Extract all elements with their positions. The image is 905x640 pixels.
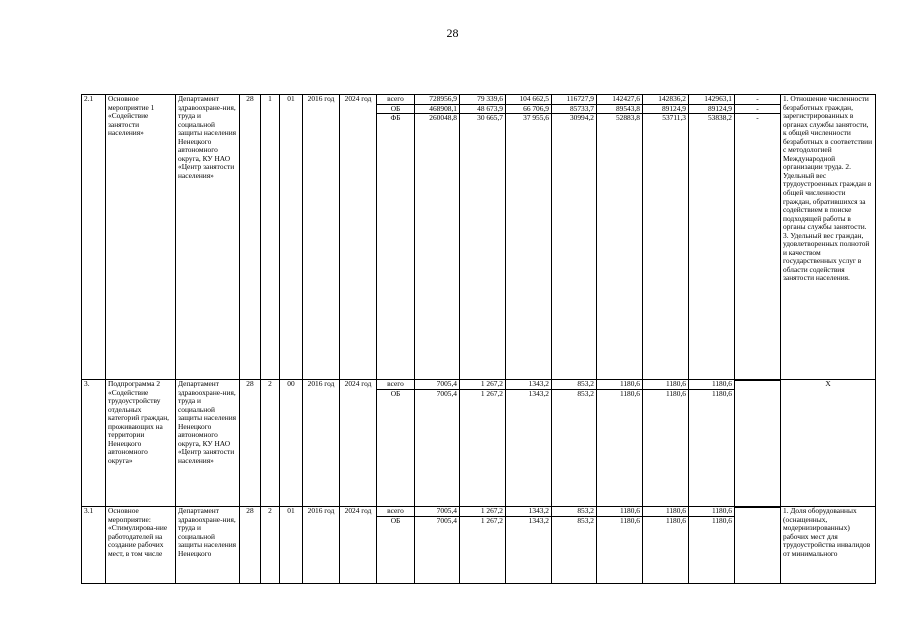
amount-2019 [506,95,552,380]
funding-source-value: всего [387,94,404,103]
amount-2018-value: 1 267,2 [460,516,505,526]
amount-extra [735,380,781,507]
code-program: 2 [261,380,280,507]
amount-2023-value: 1180,6 [689,516,734,526]
amount-extra-value [735,380,780,381]
code-measure: 00 [280,380,303,507]
table-row [82,380,876,507]
row-number: 3. [82,380,106,507]
amount-2019 [506,507,552,584]
amount-2018 [460,380,506,507]
amount-2021-value: 1180,6 [597,389,642,399]
amount-2019-value: 1343,2 [528,506,549,515]
start-year: 2016 год [303,95,340,380]
amount-2018 [460,507,506,584]
amount-2020 [552,507,597,584]
amount-extra-value: - [735,104,780,114]
amount-2021-value: 89543,8 [597,104,642,114]
end-year: 2024 год [340,507,377,584]
amount-2020-value: 853,2 [552,389,596,399]
amount-extra-value: - [756,94,759,103]
amount-2021-value: 52883,8 [597,113,642,123]
amount-extra-value: - [735,113,780,123]
total-amount-value: 7005,4 [415,389,459,399]
table-row [82,507,876,584]
amount-2020-value: 853,2 [577,379,594,388]
total-amount-value: 7005,4 [415,516,459,526]
amount-2018-value: 1 267,2 [480,379,503,388]
amount-2020 [552,380,597,507]
amount-2018-value: 1 267,2 [460,389,505,399]
amount-2021-value: 142427,6 [612,94,640,103]
table-row [82,95,876,380]
measure-name: Основное мероприятие: «Стимулирова-ние работодателей на создание рабочих мест, в том числе [106,507,176,584]
amount-2023-value: 1180,6 [711,506,732,515]
amount-2023 [689,380,735,507]
amount-2020-value: 853,2 [577,506,594,515]
amount-2018 [460,95,506,380]
amount-2022-value: 89124,9 [643,104,688,114]
indicators: 1. Доля оборудованных (оснащенных, модернизированных) рабочих мест для трудоустройства инвалидов от минимального [781,507,876,584]
amount-2021-value: 1180,6 [619,506,640,515]
funding-source-value: ОБ [377,104,414,114]
page-number: 28 [446,26,459,40]
code-ministry: 28 [240,380,261,507]
code-measure: 01 [280,507,303,584]
end-year: 2024 год [340,380,377,507]
funding-source-value: ФБ [377,113,414,123]
amount-2023-value: 1180,6 [689,389,734,399]
amount-2022-value: 1180,6 [643,516,688,526]
program-table [81,94,876,584]
amount-2022-value: 1180,6 [665,379,686,388]
amount-2018-value: 79 339,6 [477,94,503,103]
code-program: 1 [261,95,280,380]
row-number: 2.1 [82,95,106,380]
amount-2021 [597,380,643,507]
code-ministry: 28 [240,507,261,584]
total-amount-value: 468908,1 [415,104,459,114]
measure-name: Подпрограмма 2 «Содействие трудоустройству отдельных категорий граждан, проживающих на территории Ненецкого автономного округа» [106,380,176,507]
executor: Департамент здравоохране-ния, труда и социальной защиты населения Ненецкого автономного округа, КУ НАО «Центр занятости населения» [176,95,240,380]
amount-2019-value: 1343,2 [528,379,549,388]
funding-source [377,380,415,507]
measure-name: Основное мероприятие 1 «Содействие занятости населения» [106,95,176,380]
funding-source-value: ОБ [377,516,414,526]
executor: Департамент здравоохране-ния, труда и социальной защиты населения Ненецкого автономного округа, КУ НАО «Центр занятости населения» [176,380,240,507]
amount-2020-value: 85733,7 [552,104,596,114]
total-amount-value: 260048,8 [415,113,459,123]
total-amount [415,380,460,507]
total-amount-value: 728956,9 [429,94,457,103]
amount-2018-value: 48 673,9 [460,104,505,114]
code-program: 2 [261,507,280,584]
amount-2022-value: 1180,6 [665,506,686,515]
amount-2019-value: 1343,2 [506,389,551,399]
indicators: X [781,380,876,507]
amount-2022-value: 53711,3 [643,113,688,123]
amount-2021 [597,507,643,584]
code-ministry: 28 [240,95,261,380]
row-number: 3.1 [82,507,106,584]
amount-2020-value: 30994,2 [552,113,596,123]
amount-2023-value: 89124,9 [689,104,734,114]
amount-2021-value: 1180,6 [597,516,642,526]
funding-source-value: всего [387,379,404,388]
funding-source-value: всего [387,506,404,515]
amount-2021 [597,95,643,380]
amount-2019-value: 66 706,9 [506,104,551,114]
amount-2023-value: 142963,1 [704,94,732,103]
amount-2019-value: 37 955,6 [506,113,551,123]
amount-2023 [689,507,735,584]
amount-2022 [643,95,689,380]
amount-2019 [506,380,552,507]
amount-2021-value: 1180,6 [619,379,640,388]
code-measure: 01 [280,95,303,380]
amount-2023 [689,95,735,380]
amount-2018-value: 1 267,2 [480,506,503,515]
executor: Департамент здравоохране-ния, труда и социальной защиты населения Ненецкого [176,507,240,584]
amount-2020 [552,95,597,380]
amount-2020-value: 853,2 [552,516,596,526]
funding-source [377,95,415,380]
funding-source-value: ОБ [377,389,414,399]
total-amount [415,95,460,380]
amount-2022-value: 1180,6 [643,389,688,399]
amount-2018-value: 30 665,7 [460,113,505,123]
total-amount [415,507,460,584]
start-year: 2016 год [303,507,340,584]
amount-2019-value: 104 662,5 [519,94,549,103]
amount-2023-value: 1180,6 [711,379,732,388]
amount-2022 [643,507,689,584]
amount-extra [735,95,781,380]
amount-extra [735,507,781,584]
end-year: 2024 год [340,95,377,380]
amount-2022 [643,380,689,507]
funding-source [377,507,415,584]
start-year: 2016 год [303,380,340,507]
total-amount-value: 7005,4 [436,506,457,515]
amount-extra-value [735,507,780,508]
amount-2020-value: 116727,9 [566,94,594,103]
amount-2022-value: 142836,2 [658,94,686,103]
amount-2023-value: 53838,2 [689,113,734,123]
indicators: 1. Отношение численности безработных граждан, зарегистрированных в органах службы занятости, к общей численности безработных в соответствии с методологией Международной организации труда. 2. Удельный вес трудоустроенных граждан в общей численности граждан, обратившихся за содействием в поиске подходящей работы в органы службы занятости. 3. Удельный вес граждан, удовлетворенных полнотой и качеством государственных услуг в области содействия занятости населения. [781,95,876,380]
total-amount-value: 7005,4 [436,379,457,388]
amount-2019-value: 1343,2 [506,516,551,526]
